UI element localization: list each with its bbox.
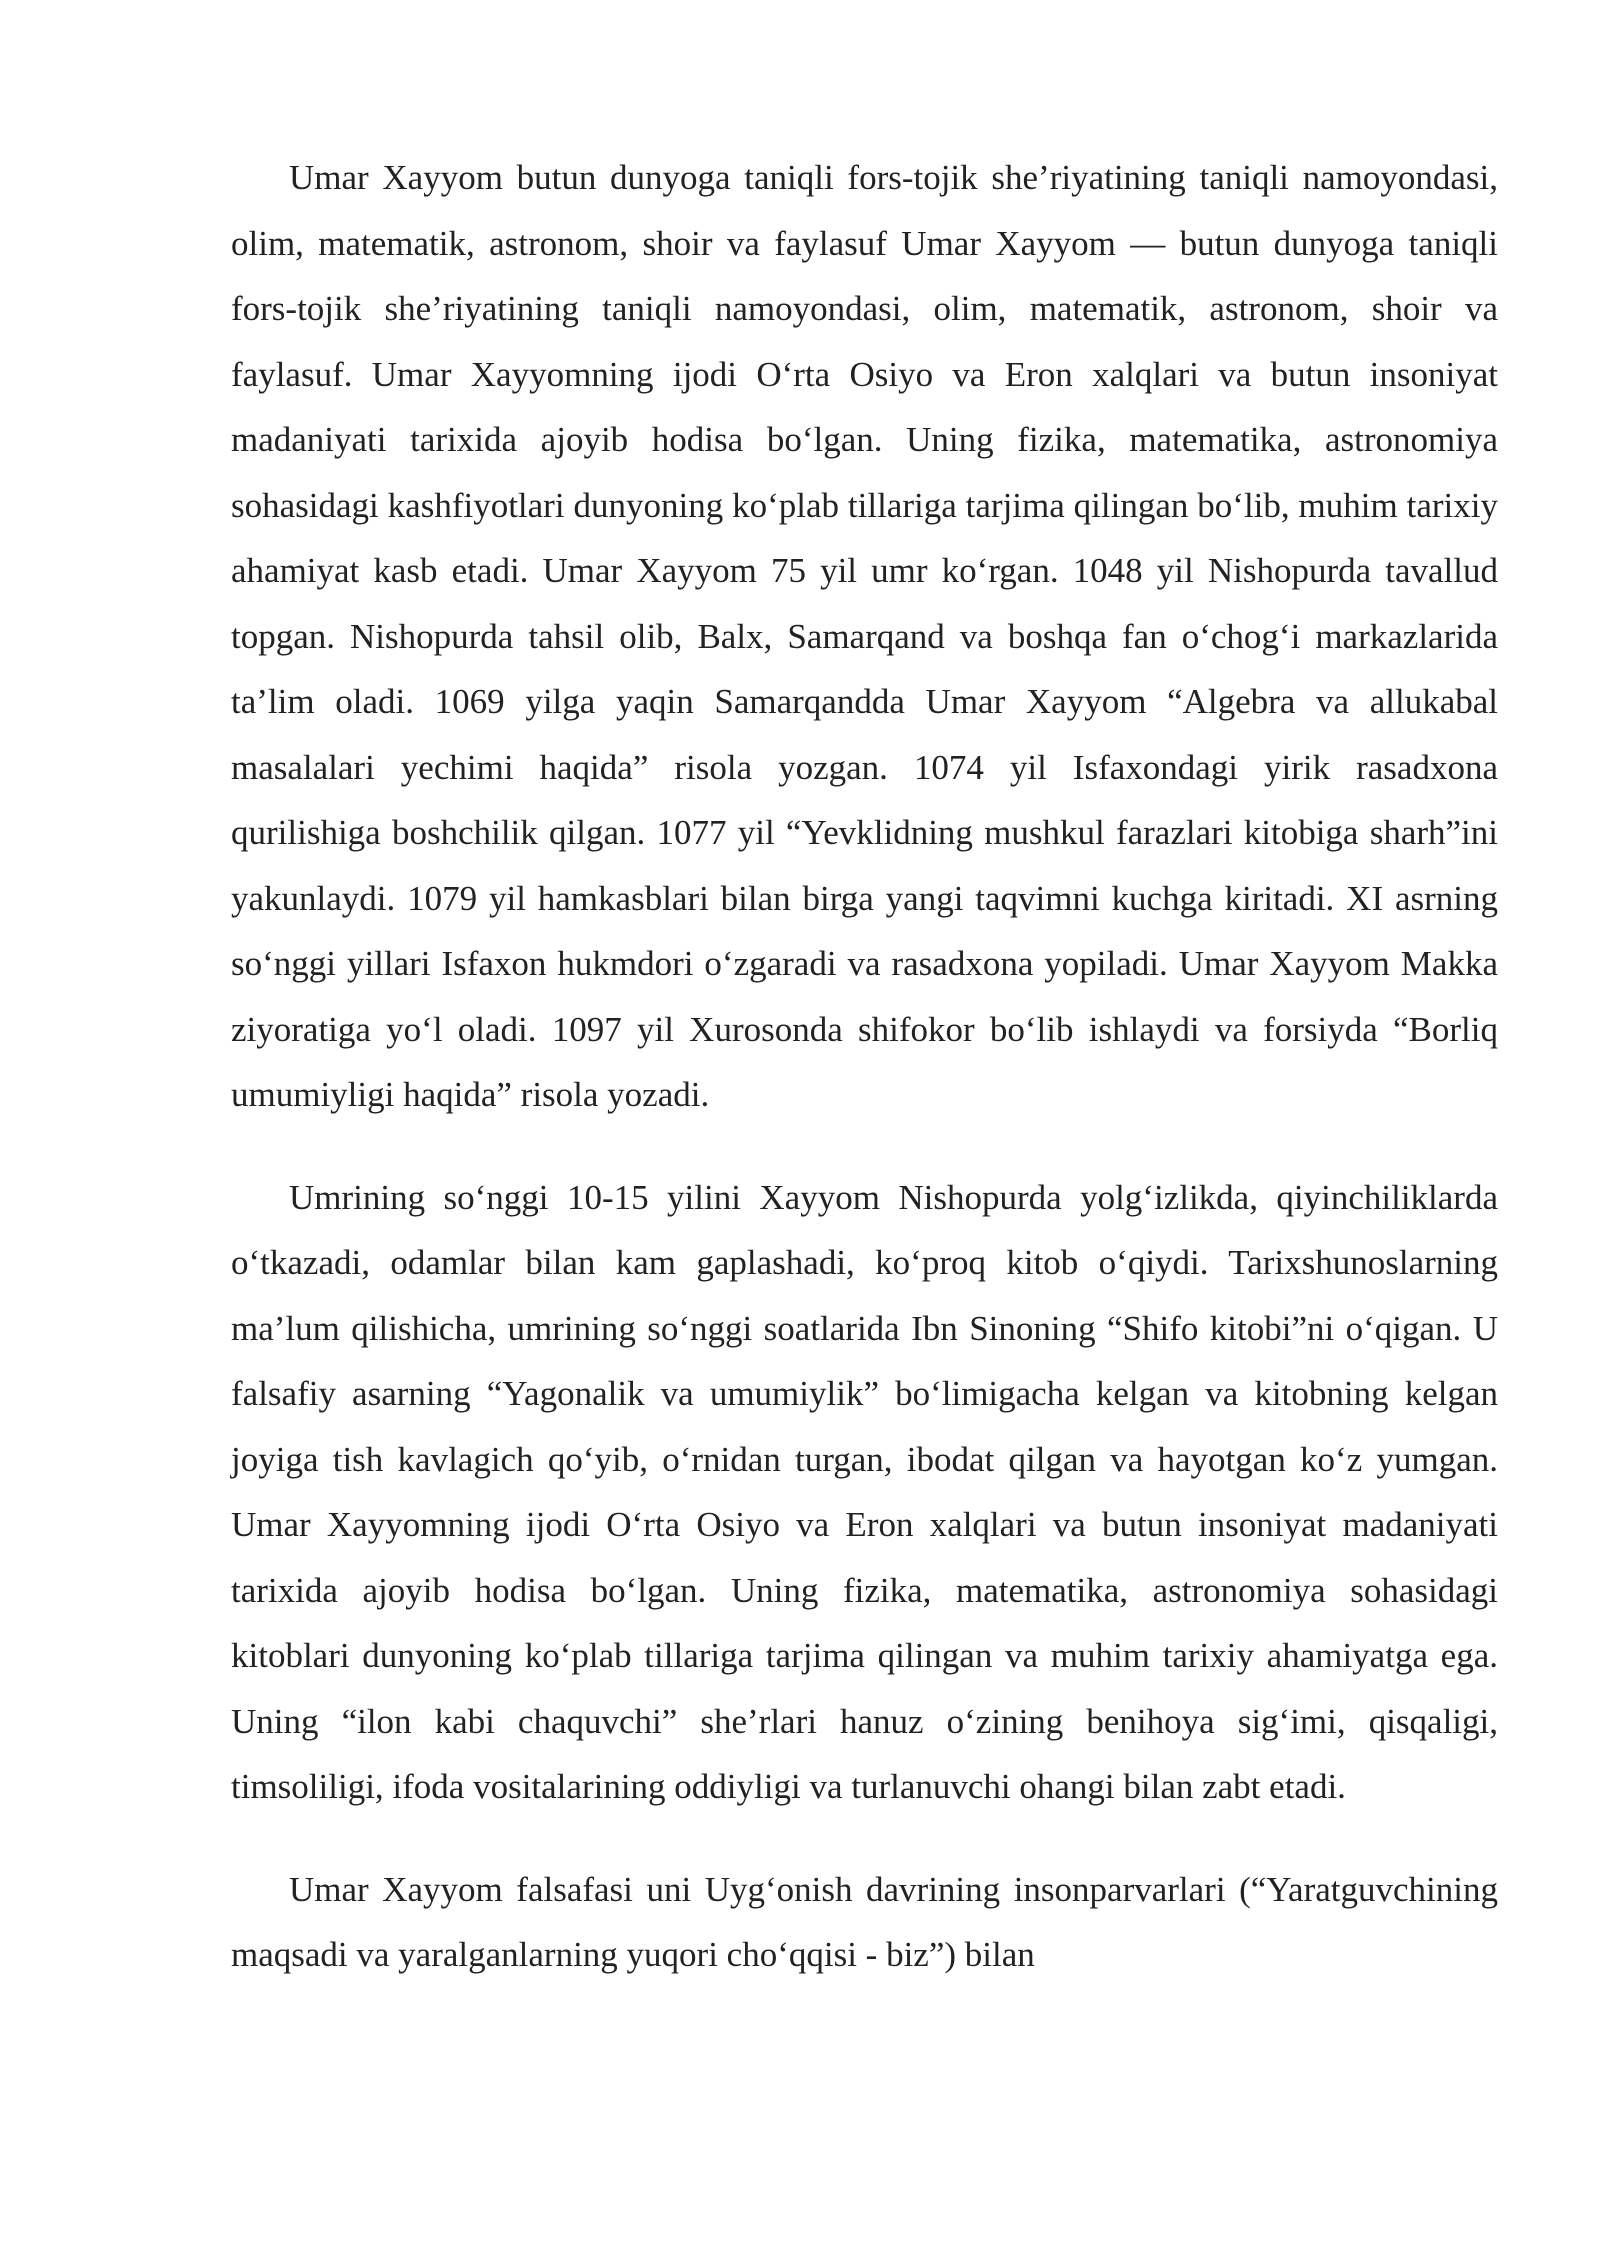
paragraph-3: Umar Xayyom falsafasi uni Uyg‘onish davrining insonparvarlari (“Yaratguvchining maqsadi va yaralganlarning yuqori cho‘qqisi - biz”) bilan (231, 1869, 1498, 1974)
paragraph-2: Umrining so‘nggi 10-15 yilini Xayyom Nishopurda yolg‘izlikda, qiyinchiliklarda o‘tkazadi, odamlar bilan kam gaplashadi, ko‘proq kitob o‘qiydi. Tarixshunoslarning ma’lum qilishicha, umrining so‘nggi soatlarida Ibn Sinoning “Shifo kitobi”ni o‘qigan. U falsafiy asarning “Yagonalik va umumiylik” bo‘limigacha kelgan va kitobning kelgan joyiga tish kavlagich qo‘yib, o‘rnidan turgan, ibodat qilgan va hayotgan ko‘z yumgan. Umar Xayyomning ijodi O‘rta Osiyo va Eron xalqlari va butun insoniyat madaniyati tarixida ajoyib hodisa bo‘lgan. Uning fizika, matematika, astronomiya sohasidagi kitoblari dunyoning ko‘plab tillariga tarjima qilingan va muhim tarixiy ahamiyatga ega. Uning “ilon kabi chaquvchi” she’rlari hanuz o‘zining benihoya sig‘imi, qisqaligi, timsoliligi, ifoda vositalarining oddiyligi va turlanuvchi ohangi bilan zabt etadi. (231, 1177, 1498, 1806)
document-body (231, 145, 1498, 1988)
paragraph-1: Umar Xayyom butun dunyoga taniqli fors-tojik she’riyatining taniqli namoyondasi, olim, matematik, astronom, shoir va faylasuf Umar Xayyom — butun dunyoga taniqli fors-tojik she’riyatining taniqli namoyondasi, olim, matematik, astronom, shoir va faylasuf. Umar Xayyomning ijodi O‘rta Osiyo va Eron xalqlari va butun insoniyat madaniyati tarixida ajoyib hodisa bo‘lgan. Uning fizika, matematika, astronomiya sohasidagi kashfiyotlari dunyoning ko‘plab tillariga tarjima qilingan bo‘lib, muhim tarixiy ahamiyat kasb etadi. Umar Xayyom 75 yil umr ko‘rgan. 1048 yil Nishopurda tavallud topgan. Nishopurda tahsil olib, Balx, Samarqand va boshqa fan o‘chog‘i markazlarida ta’lim oladi. 1069 yilga yaqin Samarqandda Umar Xayyom “Algebra va allukabal masalalari yechimi haqida” risola yozgan. 1074 yil Isfaxondagi yirik rasadxona qurilishiga boshchilik qilgan. 1077 yil “Yevklidning mushkul farazlari kitobiga sharh”ini yakunlaydi. 1079 yil hamkasblari bilan birga yangi taqvimni kuchga kiritadi. XI asrning so‘nggi yillari Isfaxon hukmdori o‘zgaradi va rasadxona yopiladi. Umar Xayyom Makka ziyoratiga yo‘l oladi. 1097 yil Xurosonda shifokor bo‘lib ishlaydi va forsiyda “Borliq umumiyligi haqida” risola yozadi. (231, 158, 1498, 1114)
